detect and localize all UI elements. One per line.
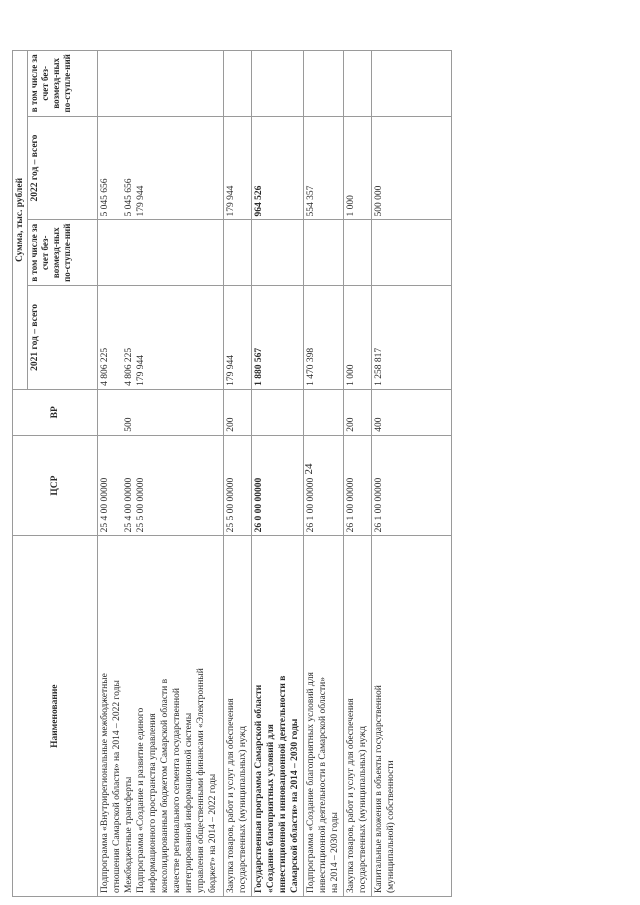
table-row <box>372 51 452 897</box>
row-csr: 26 1 00 00000 <box>304 435 344 536</box>
row-2021: 1 880 567 <box>252 286 304 390</box>
row-2022: 554 357 <box>304 116 344 220</box>
row-name: Подпрограмма «Создание благоприятных условий для инвестиционной деятельности в Самарской области» на 2014 – 2030 годы <box>304 536 344 897</box>
header-vr: ВР <box>13 389 98 435</box>
row-vr: 200 <box>344 389 372 435</box>
row-name: Капитальные вложения в объекты государственной (муниципальной) собственности <box>372 536 452 897</box>
row-csr: 25 5 00 00000 <box>224 435 252 536</box>
row-2021: 179 944 <box>224 286 252 390</box>
page-number: 24 <box>303 463 315 475</box>
row-2022: 1 000 <box>344 116 372 220</box>
row-2022-free <box>344 51 372 117</box>
row-2022-free <box>98 51 224 117</box>
row-vr: 400 <box>372 389 452 435</box>
row-2021: 4 806 225 4 806 225 179 944 <box>98 286 224 390</box>
row-vr <box>304 389 344 435</box>
table-row <box>224 51 252 897</box>
table-row <box>98 51 224 897</box>
header-csr: ЦСР <box>13 435 98 536</box>
header-2021-total: 2021 год – всего <box>28 286 98 390</box>
header-sum-group: Сумма, тыс. рублей <box>13 51 28 390</box>
row-name: Государственная программа Самарской области «Создание благоприятных условий для инвестиционной и инновационной деятельности в Самарской области» на 2014 – 2030 годы <box>252 536 304 897</box>
row-2022: 179 944 <box>224 116 252 220</box>
row-2022-free <box>304 51 344 117</box>
budget-table <box>12 50 452 897</box>
row-2021-free <box>252 220 304 286</box>
row-2021: 1 258 817 <box>372 286 452 390</box>
table-row <box>252 51 304 897</box>
row-2022: 5 045 656 5 045 656 179 944 <box>98 116 224 220</box>
header-name: Наименование <box>13 536 98 897</box>
row-2021: 1 000 <box>344 286 372 390</box>
row-vr <box>252 389 304 435</box>
row-2022-free <box>252 51 304 117</box>
row-2022-free <box>224 51 252 117</box>
row-2022: 964 526 <box>252 116 304 220</box>
row-2021-free <box>372 220 452 286</box>
row-csr: 25 4 00 00000 25 4 00 00000 25 5 00 00000 <box>98 435 224 536</box>
row-vr: 200 <box>224 389 252 435</box>
row-csr: 26 0 00 00000 <box>252 435 304 536</box>
row-2021-free <box>304 220 344 286</box>
row-csr: 26 1 00 00000 <box>344 435 372 536</box>
rotated-page <box>0 40 458 905</box>
table-row <box>304 51 344 897</box>
row-2021-free <box>98 220 224 286</box>
row-name: Закупка товаров, работ и услуг для обеспечения государственных (муниципальных) нужд <box>344 536 372 897</box>
row-2022: 500 000 <box>372 116 452 220</box>
row-2021-free <box>344 220 372 286</box>
row-2021: 1 470 398 <box>304 286 344 390</box>
row-csr: 26 1 00 00000 <box>372 435 452 536</box>
row-name: Подпрограмма «Внутрирегиональные межбюджетные отношения Самарской области» на 2014 – 2022 годы Межбюджетные трансферты Подпрограмма «Создание и развитие единого информационного пространства управления консолидированным бюджетом Самарской области в качестве регионального сегмента государственной интегрированной информационной системы управления общественными финансами «Электронный бюджет» на 2014 – 2022 годы <box>98 536 224 897</box>
row-2021-free <box>224 220 252 286</box>
row-2022-free <box>372 51 452 117</box>
header-2021-free: в том числе за счет без-возмезд-ных по-ступле-ний <box>28 220 98 286</box>
header-2022-free: в том числе за счет без-возмезд-ных по-ступле-ний <box>28 51 98 117</box>
header-2022-total: 2022 год – всего <box>28 116 98 220</box>
row-vr: 500 <box>98 389 224 435</box>
table-row <box>344 51 372 897</box>
row-name: Закупка товаров, работ и услуг для обеспечения государственных (муниципальных) нужд <box>224 536 252 897</box>
